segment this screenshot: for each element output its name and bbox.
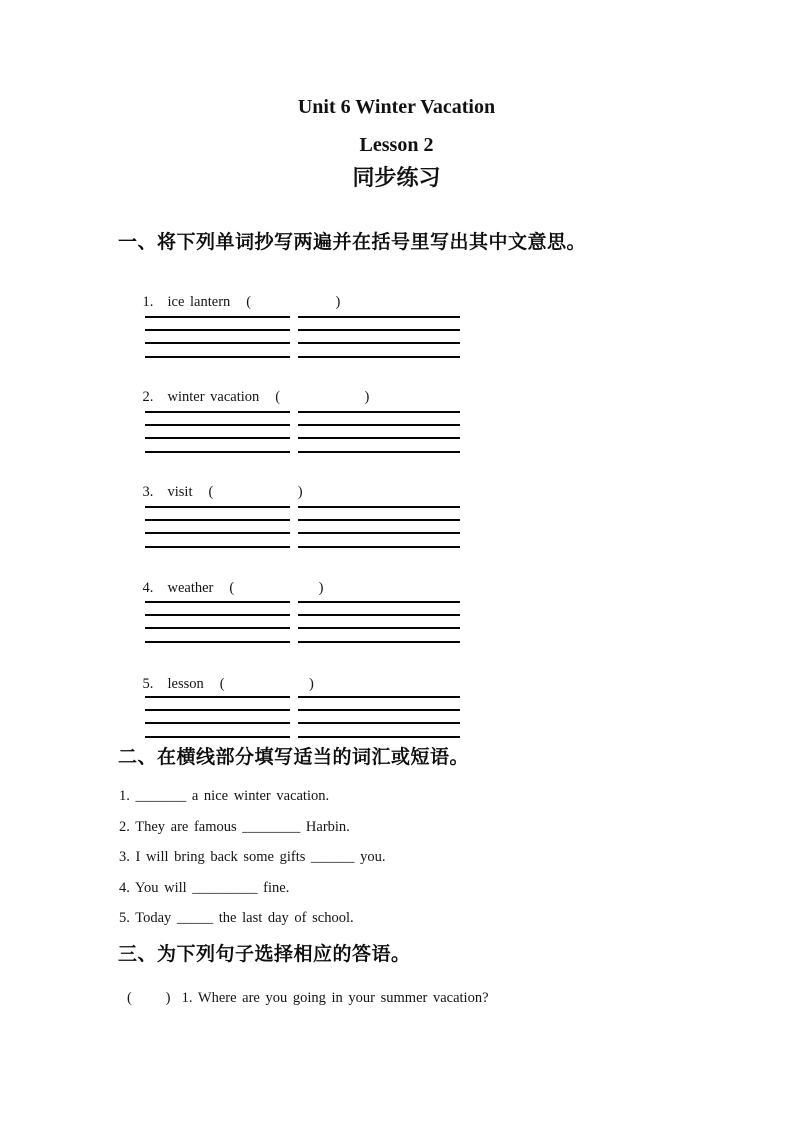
section-two-heading: 二、在横线部分填写适当的词汇或短语。 xyxy=(118,746,470,768)
writing-grid-column xyxy=(145,411,290,453)
writing-line xyxy=(145,329,290,331)
writing-line xyxy=(298,722,460,724)
writing-grid-column xyxy=(298,506,460,548)
writing-line xyxy=(145,411,290,413)
writing-grid-4 xyxy=(145,601,460,643)
writing-grid-gap xyxy=(290,601,298,643)
writing-line xyxy=(145,437,290,439)
fill-blank-sentence-2: 2. They are famous ________ Harbin. xyxy=(119,819,350,835)
writing-line xyxy=(145,601,290,603)
choice-question-1: ( ) 1. Where are you going in your summer vacation? xyxy=(127,990,489,1006)
writing-grid-3 xyxy=(145,506,460,548)
doc-subtitle: Lesson 2 xyxy=(359,134,434,156)
writing-line xyxy=(145,736,290,738)
writing-line xyxy=(145,627,290,629)
section-three-heading: 三、为下列句子选择相应的答语。 xyxy=(118,943,411,965)
fill-blank-sentence-4: 4. You will _________ fine. xyxy=(119,880,290,896)
item-bracket: ( ) xyxy=(229,580,324,596)
writing-line xyxy=(298,316,460,318)
writing-line xyxy=(145,506,290,508)
writing-line xyxy=(298,437,460,439)
writing-line xyxy=(145,519,290,521)
item-word: visit xyxy=(167,484,193,500)
writing-line xyxy=(298,424,460,426)
writing-line xyxy=(145,316,290,318)
writing-grid-gap xyxy=(290,316,298,358)
writing-line xyxy=(298,342,460,344)
writing-grid-column xyxy=(145,506,290,548)
item-bracket: ( ) xyxy=(219,676,314,692)
writing-line xyxy=(298,329,460,331)
writing-line xyxy=(298,451,460,453)
writing-line xyxy=(298,614,460,616)
writing-line xyxy=(298,532,460,534)
item-number: 2. xyxy=(142,389,154,405)
item-number: 3. xyxy=(142,484,154,500)
writing-line xyxy=(298,627,460,629)
writing-line xyxy=(298,356,460,358)
item-bracket: ( ) xyxy=(246,294,341,310)
writing-grid-column xyxy=(145,601,290,643)
writing-line xyxy=(298,641,460,643)
writing-grid-gap xyxy=(290,411,298,453)
item-number: 4. xyxy=(142,580,154,596)
writing-line xyxy=(145,532,290,534)
writing-line xyxy=(298,601,460,603)
writing-line xyxy=(145,356,290,358)
item-word: lesson xyxy=(167,676,204,692)
writing-line xyxy=(145,696,290,698)
writing-line xyxy=(145,342,290,344)
writing-grid-column xyxy=(145,316,290,358)
writing-line xyxy=(145,451,290,453)
writing-grid-2 xyxy=(145,411,460,453)
writing-line xyxy=(298,709,460,711)
writing-line xyxy=(145,546,290,548)
writing-grid-5 xyxy=(145,696,460,738)
section-one-heading: 一、将下列单词抄写两遍并在括号里写出其中文意思。 xyxy=(118,231,587,253)
writing-grid-column xyxy=(298,411,460,453)
item-word: weather xyxy=(167,580,214,596)
writing-line xyxy=(298,506,460,508)
writing-line xyxy=(298,519,460,521)
fill-blank-sentence-5: 5. Today _____ the last day of school. xyxy=(119,910,354,926)
writing-line xyxy=(145,709,290,711)
writing-line xyxy=(145,641,290,643)
writing-line xyxy=(145,424,290,426)
item-word: ice lantern xyxy=(167,294,231,310)
writing-line xyxy=(298,736,460,738)
item-word: winter vacation xyxy=(167,389,260,405)
item-bracket: ( ) xyxy=(208,484,303,500)
item-number: 5. xyxy=(142,676,154,692)
writing-grid-column xyxy=(298,601,460,643)
writing-grid-column xyxy=(298,316,460,358)
writing-grid-gap xyxy=(290,696,298,738)
fill-blank-sentence-3: 3. I will bring back some gifts ______ you. xyxy=(119,849,386,865)
fill-blank-sentence-1: 1. _______ a nice winter vacation. xyxy=(119,788,330,804)
writing-line xyxy=(298,546,460,548)
writing-grid-gap xyxy=(290,506,298,548)
writing-line xyxy=(145,722,290,724)
item-number: 1. xyxy=(142,294,154,310)
writing-grid-column xyxy=(298,696,460,738)
writing-grid-1 xyxy=(145,316,460,358)
writing-line xyxy=(298,696,460,698)
writing-grid-column xyxy=(145,696,290,738)
doc-title: Unit 6 Winter Vacation xyxy=(297,96,496,118)
doc-subtitle-cn: 同步练习 xyxy=(352,166,441,191)
writing-line xyxy=(145,614,290,616)
item-bracket: ( ) xyxy=(275,389,370,405)
writing-line xyxy=(298,411,460,413)
